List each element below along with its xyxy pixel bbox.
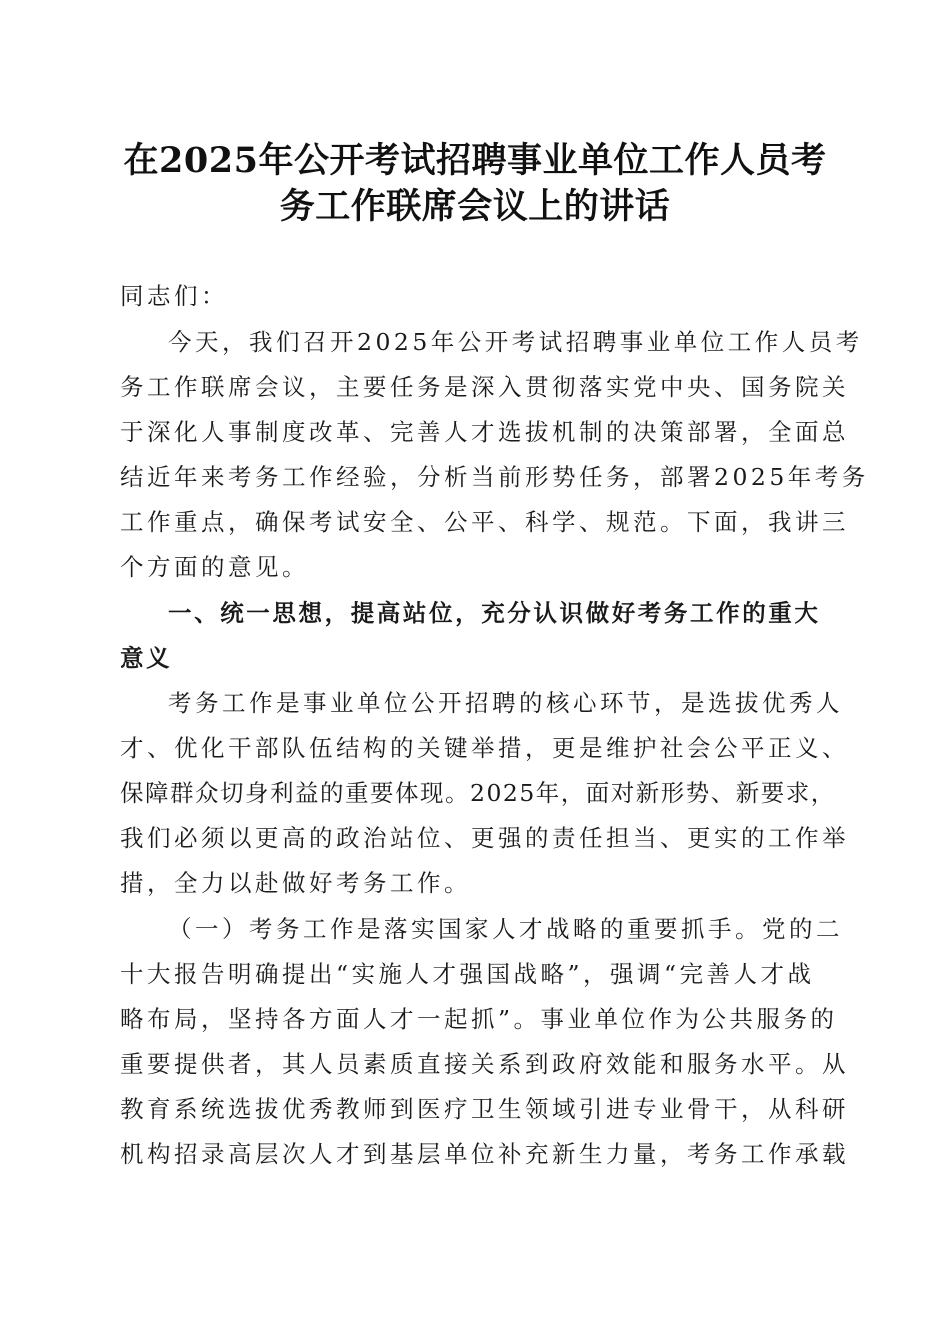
paragraph-3-line: 略布局，坚持各方面人才一起抓”。事业单位作为公共服务的 <box>120 1005 838 1033</box>
document-title-line-2: 务工作联席会议上的讲话 <box>279 186 671 227</box>
paragraph-2-line: 才、优化干部队伍结构的关键举措，更是维护社会公平正义、 <box>120 734 849 762</box>
section-heading-1-line: 一、统一思想，提高站位，充分认识做好考务工作的重大 <box>168 599 821 627</box>
paragraph-3-line: 机构招录高层次人才到基层单位补充新生力量，考务工作承载 <box>120 1140 849 1168</box>
paragraph-2-line: 我们必须以更高的政治站位、更强的责任担当、更实的工作举 <box>120 824 849 852</box>
paragraph-3-line: （一）考务工作是落实国家人才战略的重要抓手。党的二 <box>168 915 843 943</box>
paragraph-1-line: 务工作联席会议，主要任务是深入贯彻落实党中央、国务院关 <box>120 373 849 401</box>
paragraph-1-line: 今天，我们召开2025年公开考试招聘事业单位工作人员考 <box>168 328 863 356</box>
paragraph-3-line: 重要提供者，其人员素质直接关系到政府效能和服务水平。从 <box>120 1050 849 1078</box>
paragraph-1-line: 工作重点，确保考试安全、公平、科学、规范。下面，我讲三 <box>120 508 849 536</box>
paragraph-1-line: 结近年来考务工作经验，分析当前形势任务，部署2025年考务 <box>120 463 869 491</box>
salutation: 同志们： <box>120 282 228 310</box>
paragraph-1-line: 个方面的意见。 <box>120 553 309 581</box>
paragraph-2-line: 措，全力以赴做好考务工作。 <box>120 869 471 897</box>
paragraph-2-line: 考务工作是事业单位公开招聘的核心环节，是选拔优秀人 <box>168 689 843 717</box>
paragraph-2-line: 保障群众切身利益的重要体现。2025年，面对新形势、新要求， <box>120 779 836 807</box>
document-title-line-1: 在2025年公开考试招聘事业单位工作人员考 <box>123 140 827 181</box>
section-heading-1-line: 意义 <box>120 644 173 672</box>
paragraph-3-line: 十大报告明确提出“实施人才强国战略”，强调“完善人才战 <box>120 960 815 988</box>
paragraph-3-line: 教育系统选拔优秀教师到医疗卫生领域引进专业骨干，从科研 <box>120 1095 849 1123</box>
paragraph-1-line: 于深化人事制度改革、完善人才选拔机制的决策部署，全面总 <box>120 418 849 446</box>
